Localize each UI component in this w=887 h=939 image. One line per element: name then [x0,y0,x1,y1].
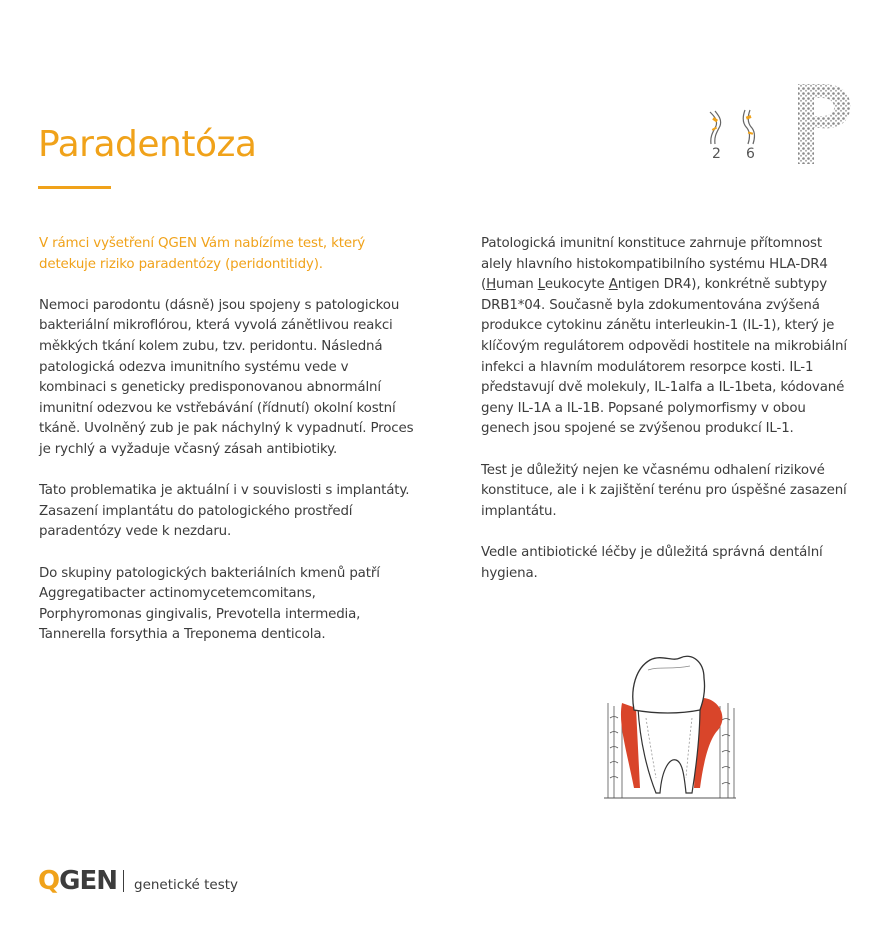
paragraph: Patologická imunitní konstituce zahrnuje přítomnost alely hlavního histokompatibilního systému HLA-DR4 (Human Leukocyte Antigen DR4), konkrétně subtypy DRB1*04. Současně byla zdokumentována zvýšená produkce cytokinu zánětu interleukin-1 (IL-1), který je klíčovým regulátorem odpovědi hostitele na mikrobiální infekci a hlavním modulátorem resorpce kosti. IL-1 představují dvě molekuly, IL-1alfa a IL-1beta, kódované geny IL-1A a IL-1B. Popsané polymorfismy v obou genech jsou spojené se zvýšenou produkcí IL-1. [481,236,847,437]
left-column [39,234,414,666]
paragraph: Tato problematika je aktuální i v souvislosti s implantáty. Zasazení implantátu do patologického prostředí paradentózy vede k nezdaru. [39,483,410,540]
paragraph: Vedle antibiotické léčby je důležitá správná dentální hygiena. [481,544,823,581]
paragraph: Nemoci parodontu (dásně) jsou spojeny s patologickou bakteriální mikroflórou, která vyvolá zánětlivou reakci měkkých tkání kolem zubu, tzv. peridontu. Následná patologická odezva imunitního systému vede v kombinaci s geneticky predisponovanou abnormální imunitní odezvou ke vstřebávání (řídnutí) okolní kostní tkáně. Uvolněný zub je pak náchylný k vypadnutí. Proces je rychlý a vyžaduje včasný zásah antibiotiky. [39,297,414,457]
footer-tagline: genetické testy [134,877,239,893]
page-title: Paradentóza [38,124,257,165]
intro-paragraph: V rámci vyšetření QGEN Vám nabízíme test, který detekuje riziko paradentózy (peridontitidy). [39,236,366,272]
logo-divider [123,870,124,892]
title-underline [38,186,111,189]
right-column [481,234,853,605]
paragraph: Do skupiny patologických bakteriálních kmenů patří Aggregatibacter actinomycetemcomitans, Porphyromonas gingivalis, Prevotella intermedia, Tannerella forsythia a Treponema denticola. [39,565,380,643]
letter-p-emblem [792,82,854,166]
chromosome-label-6: 6 [746,146,755,162]
chromosome-icon [700,104,770,164]
qgen-logo: QGEN [38,866,117,896]
tooth-illustration [600,648,740,803]
paragraph: Test je důležitý nejen ke včasnému odhalení rizikové konstituce, ale i k zajištění terénu pro úspěšné zasazení implantátu. [481,462,847,519]
chromosome-label-2: 2 [712,146,721,162]
